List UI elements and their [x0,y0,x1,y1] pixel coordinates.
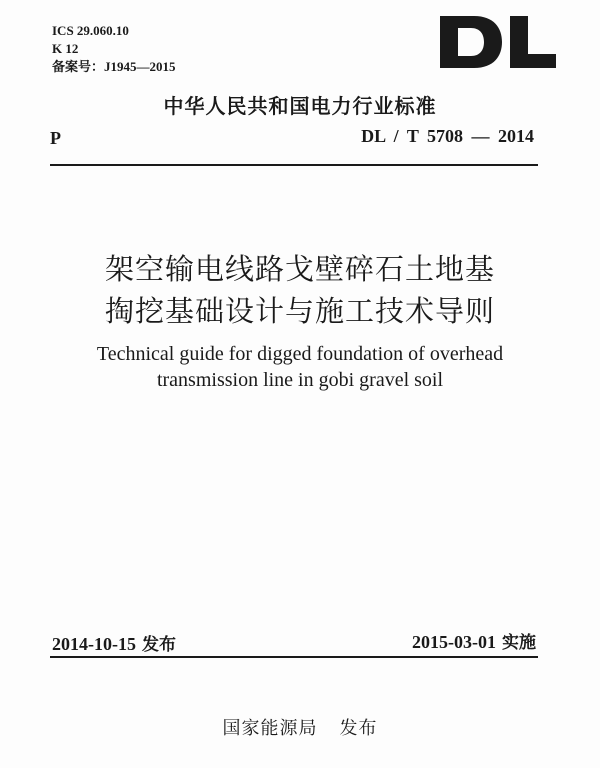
publisher-name: 国家能源局 [222,718,318,739]
ics-code: ICS 29.060.10 [52,23,129,38]
issue-date-block [52,630,176,655]
implementation-date-block [412,628,536,653]
implementation-date: 2015-03-01 [412,632,496,652]
implementation-label: 实施 [502,633,536,653]
class-letter: P [50,128,61,148]
logo-letter-d [440,16,502,68]
publisher-line [0,714,600,740]
k-code: K 12 [52,41,79,56]
top-divider [50,164,538,166]
logo-letter-l [510,16,556,68]
publish-label: 发布 [339,718,378,739]
chinese-title [0,248,600,332]
standard-number: DL / T 5708 — 2014 [361,126,534,146]
chinese-title-line-1: 架空输电线路戈壁碎石土地基 [104,252,495,286]
chinese-title-line-2: 掏挖基础设计与施工技术导则 [104,294,495,328]
english-title [0,341,600,393]
issue-date: 2014-10-15 [52,634,136,654]
issue-label: 发布 [142,635,176,655]
dl-logo [438,14,558,70]
filing-number: 备案号：J1945—2015 [52,59,176,74]
english-title-line-2: transmission line in gobi gravel soil [156,369,444,391]
english-title-line-1: Technical guide for digged foundation of overhead [96,343,504,365]
standard-category: 中华人民共和国电力行业标准 [163,94,437,118]
classification-block [52,22,176,76]
bottom-divider [50,656,538,658]
